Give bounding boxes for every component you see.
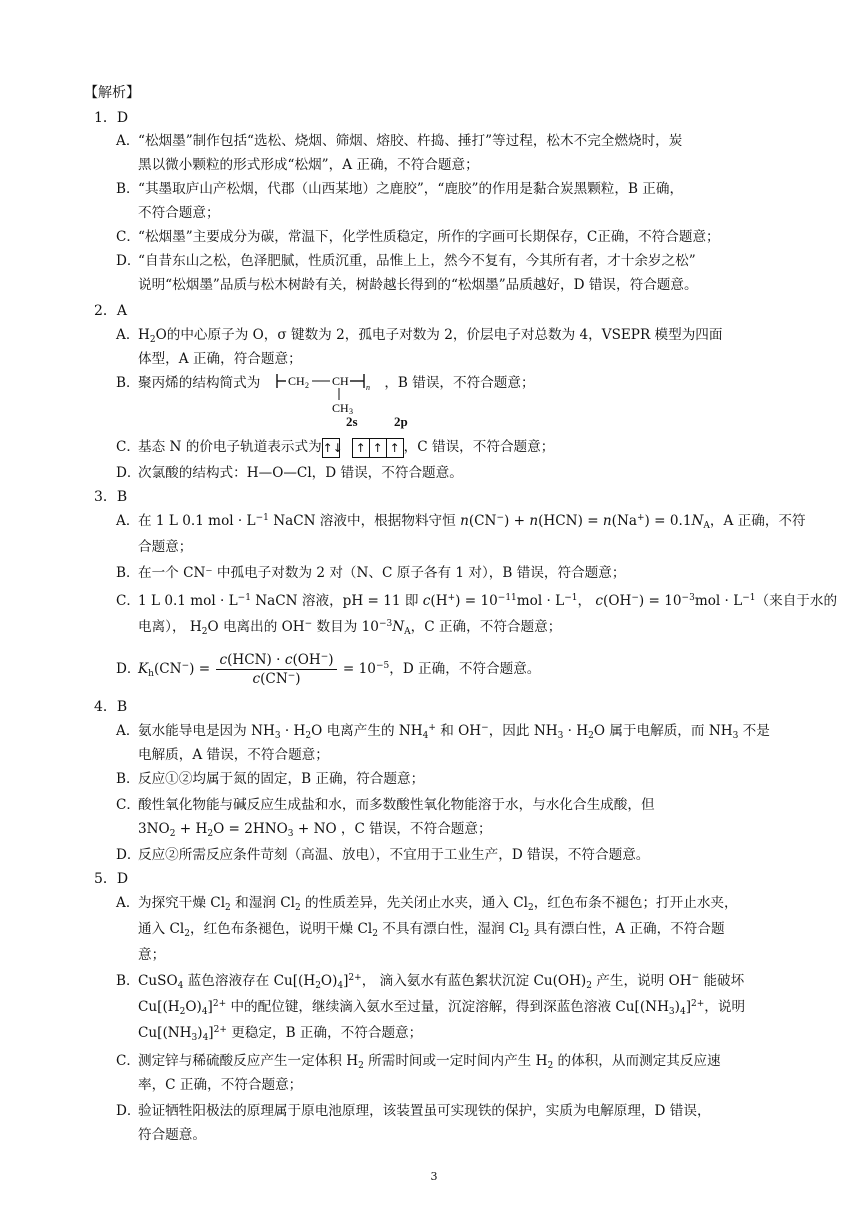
q4-option-c-cont: $3NO_2 + H_2O = 2HNO_3$ + NO ，C 错误，不符合题意； [138, 821, 492, 839]
section-header: 【解析】 [84, 85, 140, 101]
q5-option-c: C．测定锌与稀硫酸反应产生一定体积 $H_2$ 所需时间或一定时间内产生 $H_2$ 的体积，从而测定其反应速 [116, 1053, 721, 1071]
q2-option-a: A．$H_2O$的中心原子为 O，σ 键数为 2，孤电子对数为 2，价层电子对总数为 4，VSEPR 模型为四面 [116, 327, 723, 345]
q4-option-c: C．酸性氧化物能与碱反应生成盐和水，而多数酸性氧化物能溶于水，与水化合生成酸，但 [116, 797, 655, 813]
q4-option-b: B．反应①②均属于氮的固定，B 正确，符合题意； [116, 771, 425, 787]
q5-option-a: A．为探究干燥 $Cl_2$ 和湿润 $Cl_2$ 的性质差异，先关闭止水夹，通入 $Cl_2$，红色布条不褪色；打开止水夹， [116, 895, 738, 913]
svg-text:2: 2 [305, 381, 309, 390]
q1-option-c: C．“松烟墨”主要成分为碳，常温下，化学性质稳定，所作的字画可长期保存，C正确，不符合题意； [116, 229, 720, 245]
q3-option-a: A．在 1 L 0.1 mol · $L^{-1}$ NaCN 溶液中，根据物料守恒 $n(CN^-) + n(HCN) = n(Na^+) = 0.1N_A$，A 正确，不符 [116, 513, 806, 531]
question-5-answer: 5．D [94, 871, 129, 887]
svg-text:CH: CH [332, 374, 349, 388]
q1-option-b: B．“其墨取庐山产松烟，代郡（山西某地）之鹿胶”，“鹿胶”的作用是黏合炭黑颗粒，B 正确， [116, 181, 684, 197]
q4-option-a-cont: 电解质，A 错误，不符合题意； [138, 747, 329, 763]
hydrolysis-fraction: $\frac{c(HCN) \cdot c(OH^-)}{c(CN^-)}$ [216, 651, 336, 688]
q5-option-d-cont: 符合题意。 [138, 1127, 206, 1143]
q3-option-a-cont: 合题意； [138, 539, 193, 555]
q5-option-b-cont2: $Cu[(NH_3)_4]^{2+}$ 更稳定，B 正确，不符合题意； [138, 1025, 423, 1043]
orbital-2s-box: ↑↓ [322, 438, 340, 458]
q3-option-c: C．1 L 0.1 mol · $L^{-1}$ NaCN 溶液，pH = 11 即 $c(H^+) = 10^{-11}mol \cdot L^{-1}$， $c(OH^-) = 10^{-3}mol \cdot L^{-1}$（来自于水的 [116, 593, 838, 609]
orbital-2p-boxes: ↑ ↑ ↑ [352, 436, 404, 458]
question-3-answer: 3．B [94, 489, 128, 505]
q1-option-a-cont: 黑以微小颗粒的形式形成“松烟”，A 正确，不符合题意； [138, 157, 479, 173]
q4-option-d: D．反应②所需反应条件苛刻（高温、放电），不宜用于工业生产，D 错误，不符合题意。 [116, 847, 650, 863]
orbital-label-2p: 2p [394, 414, 408, 429]
q3-option-d: D．$K_h(CN^-)$ = $\frac{c(HCN) \cdot c(OH^-)}{c(CN^-)}$ = $10^{-5}$，D 正确，不符合题意。 [116, 652, 541, 687]
q3-option-b: B．在一个 CN⁻ 中孤电子对数为 2 对（N、C 原子各有 1 对），B 错误，符合题意； [116, 565, 626, 581]
svg-text:3: 3 [349, 407, 353, 416]
question-4-answer: 4．B [94, 699, 128, 715]
q1-option-a: A．“松烟墨”制作包括“选松、烧烟、筛烟、熔胶、杵捣、捶打”等过程，松木不完全燃烧时，炭 [116, 133, 683, 149]
q5-option-a-cont2: 意； [138, 947, 166, 963]
question-1-answer: 1．D [94, 110, 129, 126]
svg-text:CH: CH [332, 401, 349, 415]
q1-option-d: D．“自昔东山之松，色泽肥腻，性质沉重，品惟上上，然今不复有，今其所有者，才十余岁之松” [116, 253, 696, 269]
q5-option-b-cont: $Cu[(H_2O)_4]^{2+}$ 中的配位键，继续滴入氨水至过量，沉淀溶解，得到深蓝色溶液 $Cu[(NH_3)_4]^{2+}$，说明 [138, 999, 746, 1017]
svg-text:CH: CH [288, 374, 305, 388]
q5-option-a-cont: 通入 $Cl_2$，红色布条褪色，说明干燥 $Cl_2$ 不具有漂白性，湿润 $Cl_2$ 具有漂白性，A 正确，不符合题 [138, 921, 725, 939]
q1-option-b-cont: 不符合题意； [138, 205, 220, 221]
orbital-label-2s: 2s [346, 414, 358, 429]
q5-option-b: B．CuSO$_4$ 蓝色溶液存在 $Cu[(H_2O)_4]^{2+}$， 滴入氨水有蓝色絮状沉淀 $Cu(OH)_2$ 产生，说明 OH− 能破坏 [116, 973, 745, 991]
q1-option-d-cont: 说明“松烟墨”品质与松木树龄有关，树龄越长得到的“松烟墨”品质越好，D 错误，符合题意。 [138, 277, 698, 293]
q5-option-d: D．验证牺牲阳极法的原理属于原电池原理，该装置虽可实现铁的保护，实质为电解原理，D 错误， [116, 1103, 711, 1119]
q2-option-b: B．聚丙烯的结构简式为 ，B 错误，不符合题意； [116, 375, 535, 391]
q2-option-a-cont: 体型，A 正确，符合题意； [138, 351, 302, 367]
q3-option-c-cont: 电离）， $H_2O$ 电离出的 OH− 数目为 $10^{-3}N_A$，C 正确，不符合题意； [138, 619, 562, 637]
page-number: 3 [430, 1170, 438, 1183]
q5-option-c-cont: 率，C 正确，不符合题意； [138, 1077, 303, 1093]
svg-text:n: n [366, 383, 370, 392]
polypropylene-structure [274, 370, 400, 414]
q4-option-a: A．氨水能导电是因为 $NH_3 \cdot H_2O$ 电离产生的 $NH_4^+$ 和 OH−，因此 $NH_3 \cdot H_2O$ 属于电解质，而 $NH_3$ 不是 [116, 723, 770, 741]
question-2-answer: 2．A [94, 303, 128, 319]
q2-option-c: C．基态 N 的价电子轨道表示式为↑↓ ↑ ↑ ↑ ，C 错误，不符合题意； [116, 436, 554, 458]
q2-option-d: D．次氯酸的结构式：H—O—Cl，D 错误，不符合题意。 [116, 465, 463, 481]
